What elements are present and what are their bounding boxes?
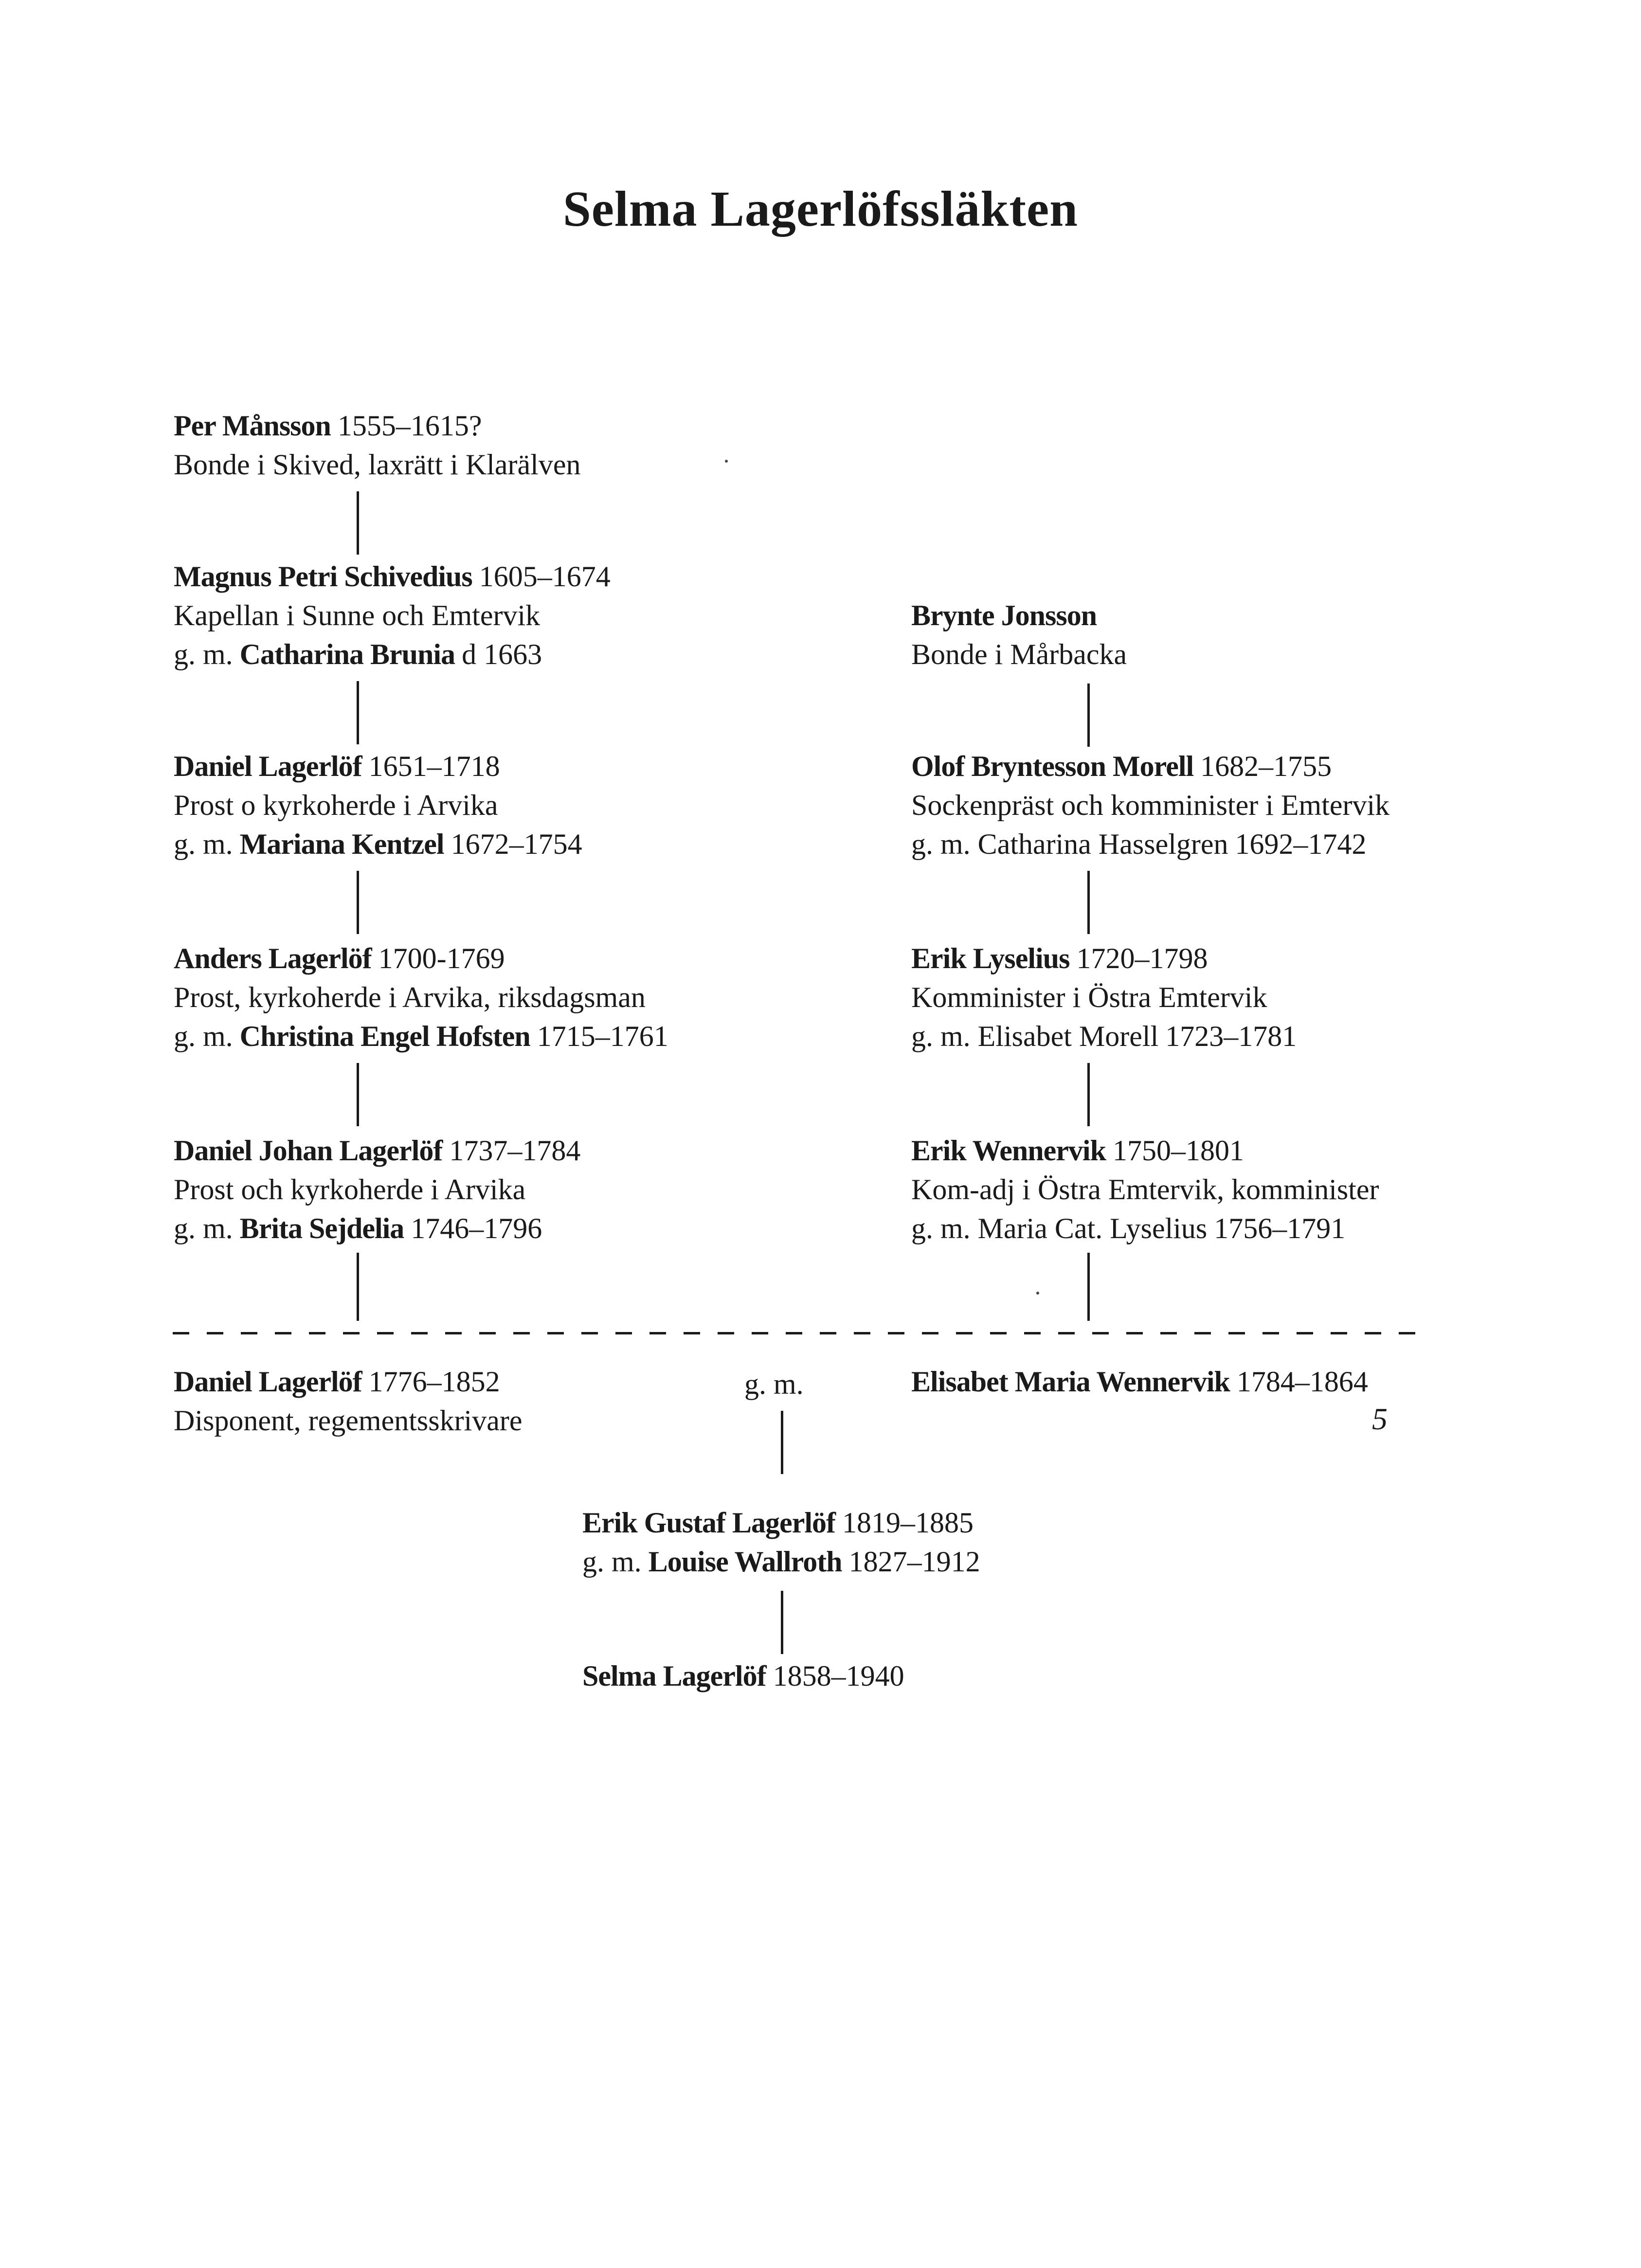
person-occupation: Bonde i Mårbacka bbox=[911, 638, 1127, 670]
person-daniel-lagerlof-1651 bbox=[174, 747, 582, 864]
scan-speck bbox=[725, 460, 728, 463]
person-magnus-petri-schivedius bbox=[174, 557, 611, 674]
spouse-line bbox=[174, 635, 611, 674]
person-years: 1776–1852 bbox=[368, 1366, 500, 1398]
spouse-line bbox=[911, 1209, 1379, 1248]
lineage-connector bbox=[357, 1253, 359, 1321]
lineage-connector bbox=[781, 1591, 783, 1654]
person-daniel-johan-lagerlof bbox=[174, 1131, 580, 1248]
person-years: 1605–1674 bbox=[479, 560, 611, 593]
person-name: Brynte Jonsson bbox=[911, 599, 1097, 631]
married-to-label: g. m. bbox=[174, 828, 233, 860]
spouse-years: 1672–1754 bbox=[451, 828, 582, 860]
lineage-connector bbox=[1087, 684, 1090, 747]
person-name: Olof Bryntesson Morell bbox=[911, 750, 1194, 782]
spouse-line bbox=[174, 1209, 580, 1248]
person-occupation: Prost, kyrkoherde i Arvika, riksdagsman bbox=[174, 981, 646, 1013]
person-occupation: Kom-adj i Östra Emtervik, komminister bbox=[911, 1173, 1379, 1206]
page-title: Selma Lagerlöfssläkten bbox=[562, 181, 1079, 237]
person-name: Anders Lagerlöf bbox=[174, 942, 372, 974]
lineage-connector bbox=[781, 1411, 783, 1474]
person-years: 1555–1615? bbox=[337, 410, 482, 442]
person-occupation: Sockenpräst och komminister i Emtervik bbox=[911, 789, 1390, 821]
person-name: Per Månsson bbox=[174, 410, 331, 442]
person-years: 1858–1940 bbox=[773, 1660, 904, 1692]
spouse-years: 1723–1781 bbox=[1165, 1020, 1297, 1052]
spouse-line bbox=[911, 825, 1389, 864]
spouse-years: 1756–1791 bbox=[1214, 1212, 1346, 1244]
person-occupation: Prost o kyrkoherde i Arvika bbox=[174, 789, 498, 821]
spouse-name: g. m. Maria Cat. Lyselius bbox=[911, 1212, 1208, 1244]
lineage-connector bbox=[1087, 1063, 1090, 1126]
spouse-name: g. m. Elisabet Morell bbox=[911, 1020, 1159, 1052]
married-to-label: g. m. bbox=[174, 1212, 233, 1244]
spouse-line bbox=[582, 1542, 980, 1581]
person-years: 1682–1755 bbox=[1200, 750, 1332, 782]
lineage-connector bbox=[357, 1063, 359, 1126]
person-years: 1651–1718 bbox=[368, 750, 500, 782]
spouse-name: Louise Wallroth bbox=[648, 1546, 842, 1578]
person-brynte-jonsson bbox=[911, 596, 1127, 674]
person-occupation: Kapellan i Sunne och Emtervik bbox=[174, 599, 541, 631]
person-per-mansson bbox=[174, 406, 580, 484]
lineage-connector bbox=[357, 871, 359, 934]
person-years: 1819–1885 bbox=[842, 1507, 974, 1539]
person-name: Daniel Johan Lagerlöf bbox=[174, 1134, 443, 1167]
person-name: Daniel Lagerlöf bbox=[174, 1366, 362, 1398]
person-occupation: Bonde i Skived, laxrätt i Klarälven bbox=[174, 449, 581, 481]
married-to-label: g. m. bbox=[174, 1020, 233, 1052]
person-name: Selma Lagerlöf bbox=[582, 1660, 766, 1692]
spouse-name: g. m. Catharina Hasselgren bbox=[911, 828, 1228, 860]
person-name: Erik Gustaf Lagerlöf bbox=[582, 1507, 835, 1539]
person-erik-lyselius bbox=[911, 939, 1297, 1056]
married-to-label: g. m. bbox=[174, 638, 233, 670]
spouse-years: 1692–1742 bbox=[1235, 828, 1367, 860]
person-selma-lagerlof bbox=[582, 1656, 904, 1695]
person-years: 1737–1784 bbox=[449, 1134, 581, 1167]
person-daniel-lagerlof-1776 bbox=[174, 1362, 522, 1440]
person-anders-lagerlof bbox=[174, 939, 668, 1056]
person-occupation: Komminister i Östra Emtervik bbox=[911, 981, 1267, 1013]
spouse-line bbox=[911, 1017, 1297, 1056]
lineage-connector bbox=[1087, 1253, 1090, 1321]
person-years: 1750–1801 bbox=[1112, 1134, 1244, 1167]
spouse-name: Mariana Kentzel bbox=[239, 828, 444, 860]
person-name: Erik Wennervik bbox=[911, 1134, 1106, 1167]
spouse-years: d 1663 bbox=[462, 638, 542, 670]
person-years: 1784–1864 bbox=[1236, 1366, 1368, 1398]
person-occupation: Prost och kyrkoherde i Arvika bbox=[174, 1173, 526, 1206]
person-erik-wennervik bbox=[911, 1131, 1379, 1248]
spouse-name: Christina Engel Hofsten bbox=[239, 1020, 530, 1052]
spouse-name: Catharina Brunia bbox=[239, 638, 455, 670]
spouse-years: 1827–1912 bbox=[848, 1546, 980, 1578]
lineage-connector bbox=[357, 491, 359, 555]
scan-speck bbox=[1036, 1292, 1039, 1295]
person-occupation: Disponent, regementsskrivare bbox=[174, 1404, 523, 1437]
person-years: 1720–1798 bbox=[1076, 942, 1208, 974]
handwritten-correction: 5 bbox=[1372, 1402, 1388, 1436]
married-to-label: g. m. bbox=[582, 1546, 642, 1578]
married-to-label: g. m. bbox=[744, 1368, 804, 1400]
person-name: Erik Lyselius bbox=[911, 942, 1070, 974]
spouse-name: Brita Sejdelia bbox=[239, 1212, 404, 1244]
spouse-years: 1715–1761 bbox=[537, 1020, 668, 1052]
person-name: Elisabet Maria Wennervik bbox=[911, 1366, 1230, 1398]
lineage-connector bbox=[1087, 871, 1090, 934]
person-erik-gustaf-lagerlof bbox=[582, 1503, 980, 1581]
person-olof-bryntesson-morell bbox=[911, 747, 1389, 864]
person-years: 1700-1769 bbox=[378, 942, 505, 974]
spouse-years: 1746–1796 bbox=[411, 1212, 542, 1244]
person-elisabet-maria-wennervik bbox=[911, 1362, 1368, 1401]
lineage-connector bbox=[357, 681, 359, 744]
spouse-line bbox=[174, 1017, 668, 1056]
generation-divider bbox=[173, 1332, 1418, 1334]
spouse-line bbox=[174, 825, 582, 864]
person-name: Daniel Lagerlöf bbox=[174, 750, 362, 782]
person-name: Magnus Petri Schivedius bbox=[174, 560, 472, 593]
